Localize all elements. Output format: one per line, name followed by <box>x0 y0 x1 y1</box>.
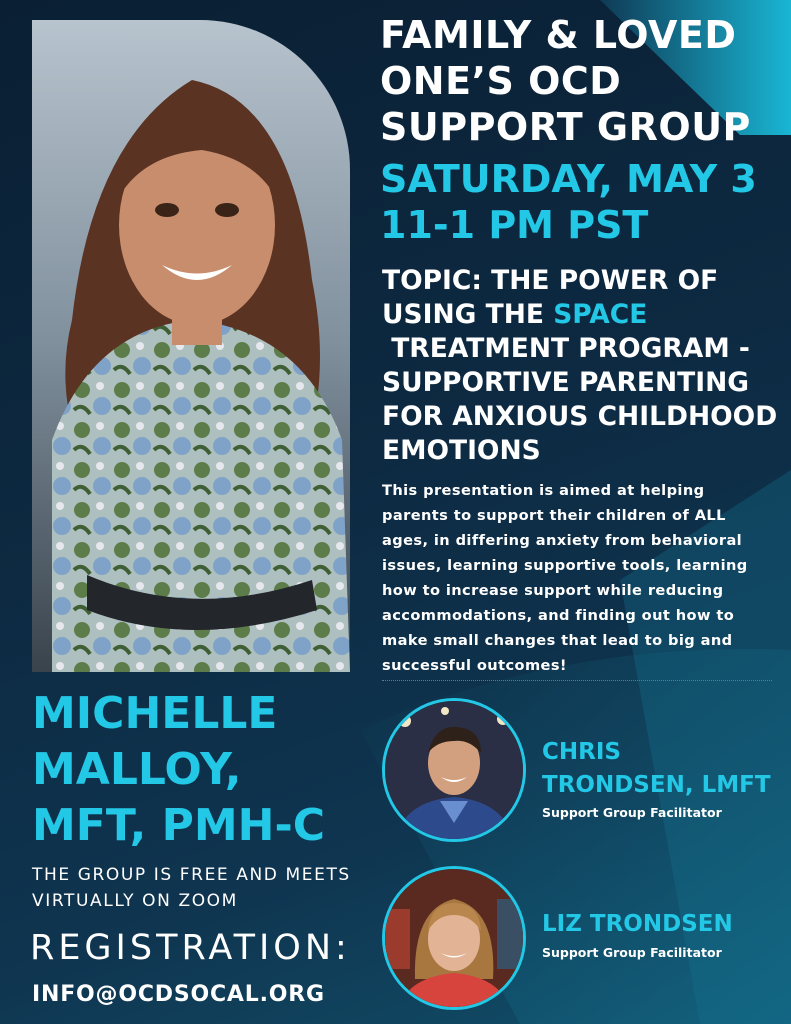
registration-label: REGISTRATION: <box>30 928 351 968</box>
event-topic <box>382 264 782 468</box>
facilitator-avatar-chris <box>382 698 526 842</box>
facilitator-avatar-liz <box>382 866 526 1010</box>
registration-email-link[interactable]: INFO@OCDSOCAL.ORG <box>32 982 325 1007</box>
facilitator-name-chris: CHRIS TRONDSEN, LMFT <box>542 739 771 798</box>
free-virtual-note: THE GROUP IS FREE AND MEETS VIRTUALLY ON ZOOM <box>32 865 351 911</box>
topic-prefix: TOPIC: THE POWER OF USING THE <box>382 265 719 330</box>
topic-highlight: SPACE <box>553 299 648 330</box>
event-date: SATURDAY, MAY 3 <box>380 157 757 201</box>
event-time: 11-1 PM PST <box>380 203 649 247</box>
facilitator-role-liz: Support Group Facilitator <box>542 945 722 960</box>
speaker-photo <box>32 20 350 672</box>
facilitator-name-liz: LIZ TRONDSEN <box>542 911 733 937</box>
speaker-portrait-icon <box>32 20 350 672</box>
event-description: This presentation is aimed at helping parents to support their children of ALL ages, in differing anxiety from behavioral issues, learning supportive tools, learning how to increase support while reducing accommodations, and finding out how to make small changes that lead to big and successful outcomes! <box>382 482 748 674</box>
topic-suffix: TREATMENT PROGRAM - SUPPORTIVE PARENTING FOR ANXIOUS CHILDHOOD EMOTIONS <box>382 333 778 466</box>
person-portrait-icon <box>385 869 523 1007</box>
speaker-name: MICHELLE MALLOY, MFT, PMH-C <box>32 688 326 851</box>
event-date-time <box>380 156 780 248</box>
event-title: FAMILY & LOVED ONE’S OCD SUPPORT GROUP <box>380 13 751 149</box>
person-portrait-icon <box>385 701 523 839</box>
facilitator-role-chris: Support Group Facilitator <box>542 805 722 820</box>
section-divider <box>382 680 772 681</box>
